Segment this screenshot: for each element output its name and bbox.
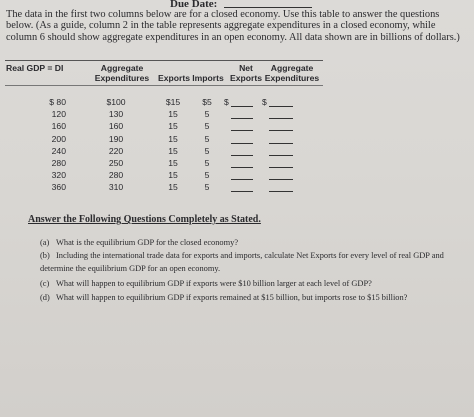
cell-exports: 15 (168, 121, 178, 132)
cell-aggregate-expenditures: 250 (108, 158, 124, 168)
aggregate-expenditures-open-blank (269, 143, 293, 144)
cell-net-exports-prefix: $ (224, 97, 229, 107)
aggregate-expenditures-open-blank (269, 179, 293, 180)
net-exports-blank (231, 179, 253, 180)
question-text: Including the international trade data for exports and imports, calculate Net Exports for every level of real GDP and determine the equilibrium GDP for an open economy. (40, 251, 444, 273)
cell-real-gdp: 160 (51, 121, 66, 132)
cell-real-gdp: 320 (51, 170, 66, 181)
net-exports-blank (231, 106, 253, 107)
header-real-gdp: Real GDP = DI (6, 63, 64, 73)
cell-imports: 5 (204, 158, 210, 168)
cell-exports: 15 (168, 182, 178, 193)
question-item (40, 278, 460, 291)
cell-real-gdp: 200 (51, 133, 66, 144)
cell-aggregate-expenditures: 130 (108, 109, 124, 120)
question-text: What will happen to equilibrium GDP if exports were $10 billion larger at each level of GDP? (56, 279, 372, 288)
cell-aggregate-expenditures: 160 (108, 121, 124, 132)
net-exports-blank (231, 191, 253, 192)
net-exports-blank (231, 130, 253, 131)
cell-imports: 5 (204, 121, 210, 132)
cell-imports: $5 (202, 97, 212, 107)
cell-aggregate-expenditures: 310 (108, 182, 124, 193)
cell-exports: 15 (168, 158, 178, 168)
net-exports-blank (231, 155, 253, 156)
question-text: What is the equilibrium GDP for the closed economy? (56, 238, 239, 247)
header-net-exports: Net Exports (230, 63, 262, 83)
cell-exports: 15 (168, 133, 178, 144)
question-label: (d) (40, 293, 50, 302)
aggregate-expenditures-open-blank (269, 167, 293, 168)
cell-exports: 15 (168, 145, 178, 156)
aggregate-expenditures-open-blank (269, 130, 293, 131)
cell-aggregate-expenditures: 220 (108, 145, 124, 156)
net-exports-blank (231, 118, 253, 119)
table-top-rule (5, 60, 323, 61)
section-heading: Answer the Following Questions Completely as Stated. (28, 214, 261, 225)
question-item (40, 250, 460, 275)
question-label: (c) (40, 279, 50, 288)
net-exports-blank (231, 143, 253, 144)
question-text: What will happen to equilibrium GDP if exports remained at $15 billion, but imports rose to $15 billion? (56, 293, 408, 302)
table-header-rule (5, 85, 323, 86)
header-aggregate-expenditures: Aggregate Expenditures (94, 63, 150, 83)
cell-aggregate-expenditures: $100 (106, 97, 126, 107)
aggregate-expenditures-open-blank (269, 155, 293, 156)
question-item (40, 292, 460, 305)
cell-aggregate-expenditures: 190 (108, 133, 124, 144)
header-exports: Exports (158, 73, 190, 83)
cell-exports: 15 (168, 170, 178, 181)
cell-real-gdp: 360 (51, 182, 66, 193)
question-item (40, 237, 460, 250)
question-label: (b) (40, 251, 50, 260)
cell-imports: 5 (204, 182, 210, 193)
cell-imports: 5 (204, 145, 210, 156)
aggregate-expenditures-open-blank (269, 106, 293, 107)
cell-real-gdp: 280 (51, 158, 66, 168)
header-imports: Imports (192, 73, 224, 83)
cell-real-gdp: 240 (51, 145, 66, 156)
aggregate-expenditures-open-blank (269, 191, 293, 192)
cell-imports: 5 (204, 133, 210, 144)
header-aggregate-expenditures-open: Aggregate Expenditures (264, 63, 320, 83)
cell-exports: $15 (165, 97, 181, 107)
cell-exports: 15 (168, 109, 178, 120)
intro-paragraph: The data in the first two columns below are for a closed economy. Use this table to answer the questions below. (As a guide, column 2 in the table represents aggregate expenditures in a closed economy, while column 6 should show aggregate expenditures in an open economy. All data shown are in billions of dollars.) (6, 9, 460, 43)
due-date-label: Due Date: (170, 0, 218, 10)
cell-imports: 5 (204, 170, 210, 181)
due-date-line (224, 7, 312, 8)
cell-aggregate-expenditures: 280 (108, 170, 124, 181)
cell-imports: 5 (204, 109, 210, 120)
question-label: (a) (40, 238, 50, 247)
cell-ae-open-prefix: $ (262, 97, 267, 107)
cell-real-gdp: $ 80 (49, 97, 66, 107)
net-exports-blank (231, 167, 253, 168)
aggregate-expenditures-open-blank (269, 118, 293, 119)
cell-real-gdp: 120 (51, 109, 66, 120)
